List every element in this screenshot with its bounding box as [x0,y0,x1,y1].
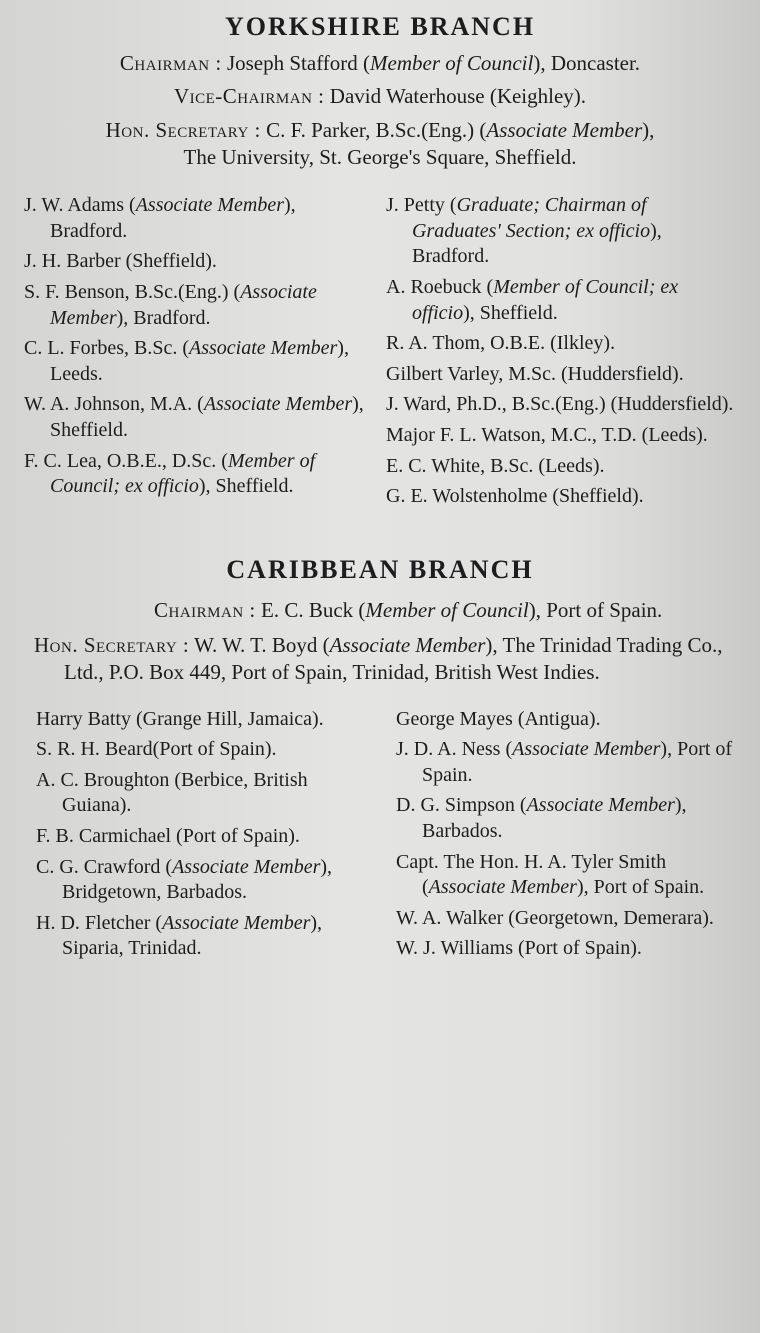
member-entry: C. G. Crawford (Associate Member), Bridgetown, Barbados. [36,855,333,904]
caribbean-members-left [36,707,366,967]
member-entry: J. Petty (Graduate; Chairman of Graduates' Section; ex officio), Bradford. [386,194,662,268]
caribbean-members-right [396,707,736,967]
member-entry: George Mayes (Antigua). [396,707,601,730]
member-entry: E. C. White, B.Sc. (Leeds). [386,454,605,477]
member-entry: Harry Batty (Grange Hill, Jamaica). [36,707,324,730]
chairman-text: Joseph Stafford (Member of Council), Doncaster. [221,51,641,75]
vice-chairman-label: Vice-Chairman : [173,84,325,109]
member-entry: W. A. Walker (Georgetown, Demerara). [396,906,714,929]
member-entry: F. B. Carmichael (Port of Spain). [36,824,300,847]
caribbean-members [24,707,736,967]
member-entry: J. W. Adams (Associate Member), Bradford. [24,194,296,242]
member-entry: Major F. L. Watson, M.C., T.D. (Leeds). [386,423,708,446]
yorkshire-members-right [386,193,736,515]
member-entry: C. L. Forbes, B.Sc. (Associate Member), Leeds. [24,337,349,385]
hon-secretary-text: W. W. T. Boyd (Associate Member), The Trinidad Trading Co., Ltd., P.O. Box 449, Port of Spain, Trinidad, British West Indies. [64,633,723,685]
hon-secretary-text: C. F. Parker, B.Sc.(Eng.) (Associate Member), [260,117,655,142]
vice-chairman-text: David Waterhouse (Keighley). [324,84,587,109]
hon-secretary-label: Hon. Secretary : [105,117,261,142]
yorkshire-vice-chairman [24,83,736,110]
member-entry: H. D. Fletcher (Associate Member), Siparia, Trinidad. [36,911,323,960]
member-entry: J. Ward, Ph.D., B.Sc.(Eng.) (Huddersfield). [386,393,734,416]
caribbean-branch-heading: CARIBBEAN BRANCH [226,554,534,584]
hon-secretary-address: The University, St. George's Square, Sheffield. [183,144,577,169]
yorkshire-members-left [24,193,364,515]
member-entry: W. J. Williams (Port of Spain). [396,937,642,960]
hon-secretary-label: Hon. Secretary : [34,633,190,658]
member-entry: W. A. Johnson, M.A. (Associate Member), Sheffield. [24,393,364,441]
caribbean-chairman [24,597,736,624]
chairman-label: Chairman : [119,51,222,75]
yorkshire-hon-secretary [24,117,736,172]
member-entry: J. H. Barber (Sheffield). [24,250,217,273]
caribbean-hon-secretary [24,632,736,687]
yorkshire-chairman [24,50,736,77]
yorkshire-branch-heading: YORKSHIRE BRANCH [224,12,536,41]
member-entry: J. D. A. Ness (Associate Member), Port of Spain. [396,738,733,786]
member-entry: G. E. Wolstenholme (Sheffield). [386,485,644,508]
yorkshire-members [24,193,736,515]
member-entry: F. C. Lea, O.B.E., D.Sc. (Member of Council; ex officio), Sheffield. [24,449,316,498]
member-entry: Gilbert Varley, M.Sc. (Huddersfield). [386,362,684,385]
member-entry: S. F. Benson, B.Sc.(Eng.) (Associate Member), Bradford. [24,280,317,329]
chairman-label: Chairman : [154,597,256,622]
member-entry: A. C. Broughton (Berbice, British Guiana). [36,768,308,817]
member-entry: S. R. H. Beard(Port of Spain). [36,738,277,761]
chairman-text: E. C. Buck (Member of Council), Port of Spain. [255,597,663,622]
member-entry: Capt. The Hon. H. A. Tyler Smith (Associate Member), Port of Spain. [396,850,705,899]
member-entry: R. A. Thom, O.B.E. (Ilkley). [386,332,616,355]
member-entry: D. G. Simpson (Associate Member), Barbados. [396,794,687,842]
member-entry: A. Roebuck (Member of Council; ex officio), Sheffield. [386,275,679,324]
